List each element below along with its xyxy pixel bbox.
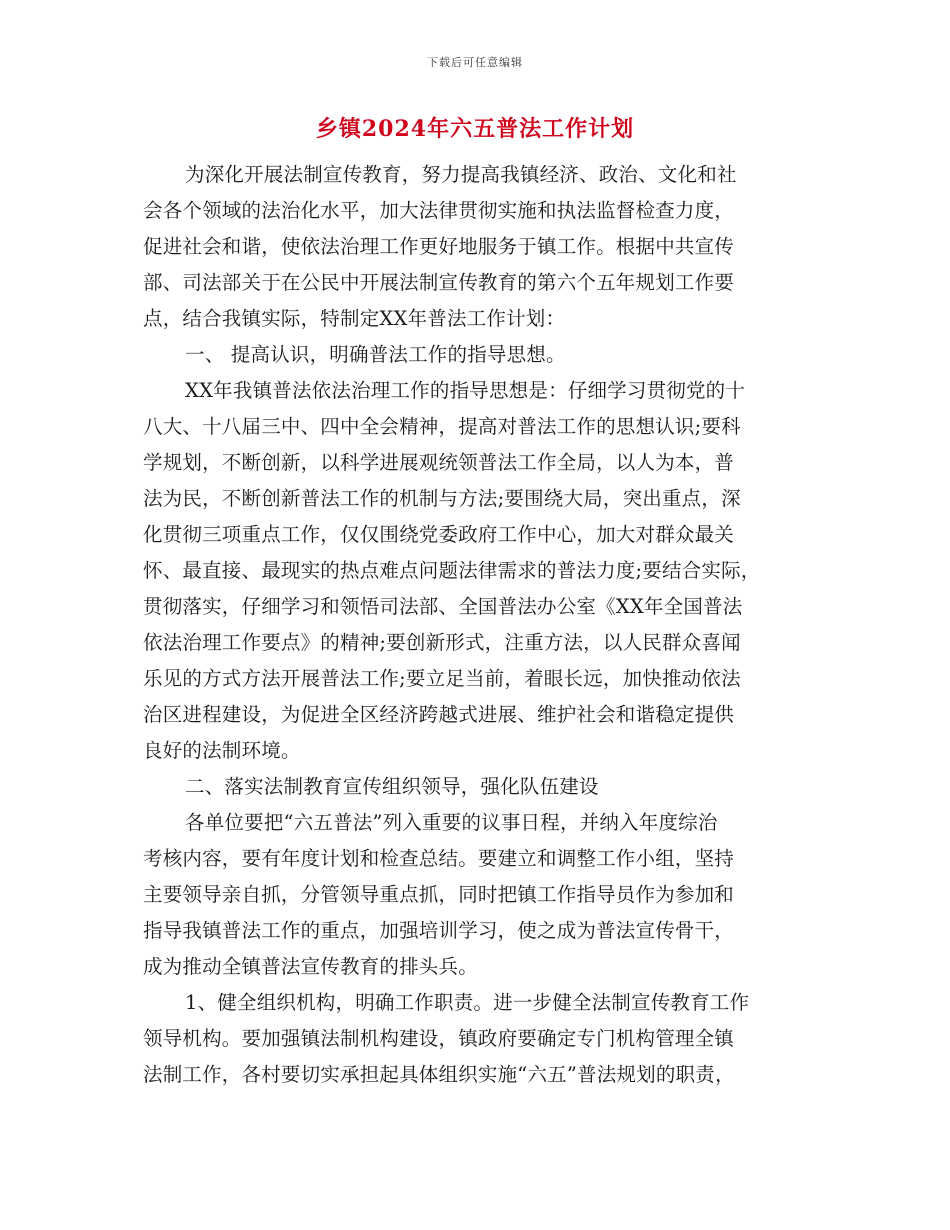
body-line: 二、落实法制教育宣传组织领导，强化队伍建设: [185, 775, 599, 798]
body-line: 为深化开展法制宣传教育，努力提高我镇经济、政治、文化和社: [185, 163, 737, 186]
body-line: 法为民，不断创新普法工作的机制与方法;要围绕大局，突出重点，深: [143, 487, 741, 510]
body-line: 促进社会和谐，使依法治理工作更好地服务于镇工作。根据中共宣传: [143, 235, 735, 258]
body-line: 部、司法部关于在公民中开展法制宣传教育的第六个五年规划工作要: [143, 271, 735, 294]
body-line: 各单位要把“六五普法”列入重要的议事日程，并纳入年度综治: [185, 811, 718, 834]
body-line: 八大、十八届三中、四中全会精神，提高对普法工作的思想认识;要科: [143, 415, 741, 438]
page-header-note: 下载后可任意编辑: [427, 56, 523, 69]
body-line: 化贯彻三项重点工作，仅仅围绕党委政府工作中心，加大对群众最关: [143, 523, 735, 546]
document-body: [143, 157, 807, 1093]
body-line: 会各个领域的法治化水平，加大法律贯彻实施和执法监督检查力度，: [143, 199, 735, 222]
body-line: 乐见的方式方法开展普法工作;要立足当前，着眼长远，加快推动依法: [143, 667, 741, 690]
body-line: 领导机构。要加强镇法制机构建设，镇政府要确定专门机构管理全镇: [143, 1027, 735, 1050]
body-line: XX年我镇普法依法治理工作的指导思想是：仔细学习贯彻党的十: [185, 379, 746, 402]
body-line: 怀、最直接、最现实的热点难点问题法律需求的普法力度;要结合实际，: [143, 559, 761, 582]
body-line: 依法治理工作要点》的精神;要创新形式，注重方法，以人民群众喜闻: [143, 631, 741, 654]
body-line: 主要领导亲自抓，分管领导重点抓，同时把镇工作指导员作为参加和: [143, 883, 735, 906]
document-title: 乡镇2024年六五普法工作计划: [315, 116, 635, 142]
body-line: 法制工作，各村要切实承担起具体组织实施“六五”普法规划的职责，: [143, 1063, 735, 1086]
body-line: 治区进程建设，为促进全区经济跨越式进展、维护社会和谐稳定提供: [143, 703, 735, 726]
body-line: 1、健全组织机构，明确工作职责。进一步健全法制宣传教育工作: [185, 991, 750, 1014]
body-line: 贯彻落实，仔细学习和领悟司法部、全国普法办公室《XX年全国普法: [143, 595, 743, 618]
body-line: 考核内容，要有年度计划和检查总结。要建立和调整工作小组，坚持: [143, 847, 735, 870]
body-line: 一、 提高认识，明确普法工作的指导思想。: [185, 343, 566, 366]
body-line: 点，结合我镇实际，特制定XX年普法工作计划：: [143, 307, 566, 330]
body-line: 指导我镇普法工作的重点，加强培训学习，使之成为普法宣传骨干，: [143, 919, 735, 942]
body-line: 良好的法制环境。: [143, 739, 301, 762]
body-line: 学规划，不断创新，以科学进展观统领普法工作全局，以人为本，普: [143, 451, 735, 474]
body-line: 成为推动全镇普法宣传教育的排头兵。: [143, 955, 478, 978]
